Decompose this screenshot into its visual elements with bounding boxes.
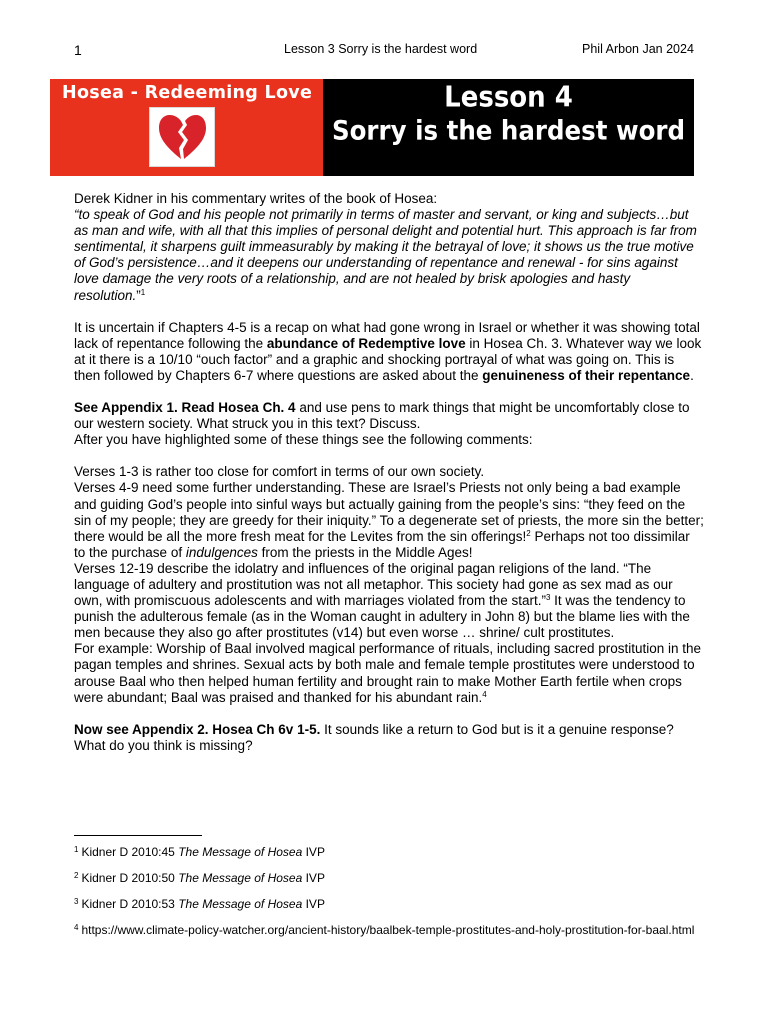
series-title: Hosea - Redeeming Love — [62, 83, 313, 103]
footnote-divider — [74, 835, 202, 836]
footnote-text: Kidner D 2010:53 — [81, 897, 179, 911]
text: Verses 4-9 need some further understanding. These are Israel’s Priests not only being a bad example and guiding God’s people into sinful ways but actually gaining from the people’s sins: “they feed on the sin of my people; they are greedy for their iniquity.” To a degenerate set of priests, the more sin the better; there would be all the more fresh meat for the Levites from the sin offerings! — [74, 480, 704, 544]
footnote-number: 2 — [74, 871, 79, 880]
paragraph-verses-12-19 — [74, 561, 704, 641]
footnote-publisher: IVP — [302, 871, 325, 885]
paragraph-chapters-4-5 — [74, 320, 704, 384]
text: It was the tendency to punish the adulterous female (as in the Woman caught in adultery in John 8) but the blame lies with the men because they also go after prostitutes (v14) but even worse … shrine/ cult prostitutes. — [74, 593, 690, 641]
footnote-4 — [74, 923, 704, 938]
text: It sounds like a return to God but is it a genuine response? What do you think is missing? — [74, 721, 674, 753]
quote-text: “to speak of God and his people not primarily in terms of master and servant, or king and subjects…but as man and wife, with all that this implies of personal delight and potential hurt. This approach is far from sentimental, it sharpens guilt immeasurably by making it the betrayal of love; it shows us the true motive of God’s persistence…and it deepens our understanding of repentance and renewal - for sins against love damage the very roots of a relationship, and are not healed by brisk apologies and hasty resolution. — [74, 207, 697, 303]
text: . — [690, 367, 694, 383]
paragraph-appendix-1 — [74, 400, 704, 432]
series-panel — [50, 79, 323, 176]
paragraph-appendix-2 — [74, 722, 704, 754]
footnote-text: Kidner D 2010:50 — [81, 871, 179, 885]
footnote-number: 1 — [74, 845, 79, 854]
paragraph-highlight-note: After you have highlighted some of these things see the following comments: — [74, 432, 533, 448]
paragraph-kidner-quote — [74, 207, 704, 304]
paragraph-verses-4-9 — [74, 480, 704, 560]
running-header-author: Phil Arbon Jan 2024 — [582, 42, 694, 56]
footnote-number: 4 — [74, 923, 79, 932]
text: in Hosea Ch. 3. Whatever way we look at it there is a 10/10 “ouch factor” and a graphic and shocking portrayal of what was going on. This is then followed by Chapters 6-7 where questions are asked about the — [74, 335, 702, 383]
footnotes — [74, 845, 704, 949]
quote-close: ” — [136, 287, 141, 303]
lesson-number: Lesson 4 — [444, 81, 573, 115]
footnote-3 — [74, 897, 704, 912]
emphasis: genuineness of their repentance — [482, 367, 691, 383]
footnote-publisher: IVP — [302, 897, 325, 911]
footnote-link[interactable]: https://www.climate-policy-watcher.org/ancient-history/baalbek-temple-prostitutes-and-holy-prostitution-for-baal.html — [81, 923, 695, 937]
footnote-title: The Message of Hosea — [178, 845, 303, 859]
text: Perhaps not too dissimilar to the purchase of — [74, 528, 690, 560]
paragraph-baal-worship — [74, 641, 704, 705]
broken-heart-icon — [149, 107, 215, 167]
paragraph-verses-1-3: Verses 1-3 is rather too close for comfort in terms of our own society. — [74, 464, 485, 480]
lesson-panel — [323, 79, 694, 176]
footnote-2 — [74, 871, 704, 886]
footnote-title: The Message of Hosea — [178, 897, 303, 911]
footnote-ref: 2 — [526, 528, 531, 538]
text: For example: Worship of Baal involved magical performance of rituals, including sacred prostitution in the pagan temples and shrines. Sexual acts by both male and female temple prostitutes were understood to arouse Baal who then helped human fertility and brought rain to make Mother Earth fertile when crops were abundant; Baal was praised and thanked for his abundant rain. — [74, 641, 702, 705]
text: It is uncertain if Chapters 4-5 is a recap on what had gone wrong in Israel or whether it was showing total lack of repentance following the — [74, 319, 700, 351]
footnote-ref: 4 — [482, 689, 487, 699]
lesson-title: Sorry is the hardest word — [331, 114, 686, 147]
running-header-title: Lesson 3 Sorry is the hardest word — [284, 42, 478, 56]
instruction: See Appendix 1. Read Hosea Ch. 4 — [74, 400, 296, 416]
lesson-banner — [50, 79, 694, 176]
footnote-1 — [74, 845, 704, 860]
emphasis: indulgences — [185, 544, 258, 560]
footnote-publisher: IVP — [302, 845, 325, 859]
document-body — [74, 191, 704, 754]
text: from the priests in the Middle Ages! — [257, 544, 473, 560]
footnote-ref: 3 — [545, 593, 551, 603]
paragraph-kidner-intro: Derek Kidner in his commentary writes of the book of Hosea: — [74, 191, 438, 206]
footnote-number: 3 — [74, 897, 79, 906]
footnote-title: The Message of Hosea — [178, 871, 303, 885]
emphasis: abundance of Redemptive love — [266, 335, 466, 351]
text: and use pens to mark things that might be uncomfortably close to our western society. What struck you in this text? Discuss. — [74, 400, 690, 432]
page-number: 1 — [74, 42, 82, 58]
footnote-text: Kidner D 2010:45 — [81, 845, 179, 859]
instruction: Now see Appendix 2. Hosea Ch 6v 1-5. — [74, 721, 321, 737]
text: Verses 12-19 describe the idolatry and influences of the original pagan religions of the land. “The language of adultery and prostitution was not all metaphor. This society had gone as sex mad as our own, with promiscuous adolescents and with marriages violated from the start.” — [74, 560, 673, 609]
footnote-ref: 1 — [140, 287, 146, 297]
